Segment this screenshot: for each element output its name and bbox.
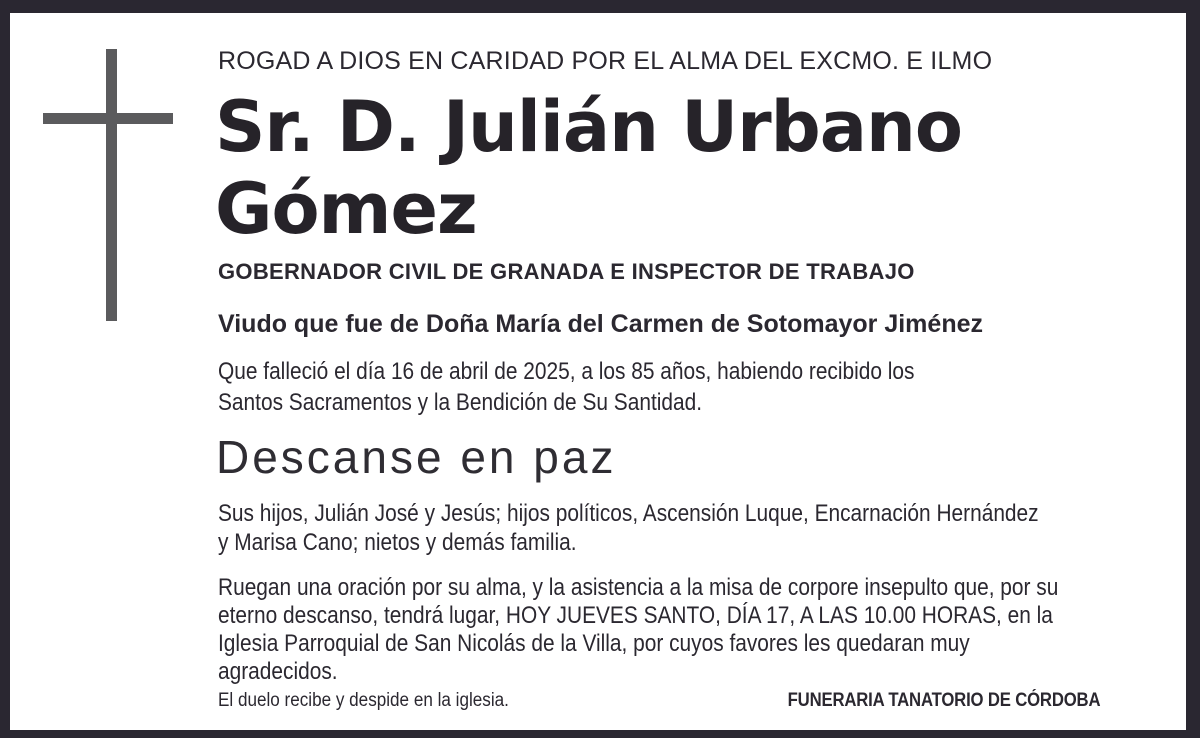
cross-icon [43,49,173,321]
family-paragraph [218,499,1039,557]
death-line-1: Que falleció el día 16 de abril de 2025, a los 85 años, habiendo recibido los [218,358,915,385]
death-paragraph [218,356,914,418]
deceased-title: GOBERNADOR CIVIL DE GRANADA E INSPECTOR DE TRABAJO [218,259,915,284]
cross-horizontal-bar [43,113,173,124]
invocation-line: ROGAD A DIOS EN CARIDAD POR EL ALMA DEL EXCMO. E ILMO [218,47,993,75]
deceased-name-line-2: Gómez [215,168,477,250]
rest-in-peace-line: Descanse en paz [216,431,617,483]
family-line-2: y Marisa Cano; nietos y demás familia. [218,529,577,556]
request-line-3: Iglesia Parroquial de San Nicolás de la Villa, por cuyos favores les quedaran muy [218,630,970,657]
funeral-home-name: FUNERARIA TANATORIO DE CÓRDOBA [787,690,1100,711]
request-line-2: eterno descanso, tendrá lugar, HOY JUEVES SANTO, DÍA 17, A LAS 10.00 HORAS, en la [218,602,1053,629]
death-line-2: Santos Sacramentos y la Bendición de Su Santidad. [218,389,703,416]
cross-vertical-bar [106,49,117,321]
deceased-name-line-1: Sr. D. Julián Urbano [215,86,962,168]
family-line-1: Sus hijos, Julián José y Jesús; hijos políticos, Ascensión Luque, Encarnación Hernández [218,500,1039,527]
duel-note: El duelo recibe y despide en la iglesia. [218,690,509,711]
deceased-name [215,86,962,250]
request-line-1: Ruegan una oración por su alma, y la asistencia a la misa de corpore insepulto que, por su [218,574,1059,601]
spouse-line: Viudo que fue de Doña María del Carmen de Sotomayor Jiménez [218,310,983,338]
request-paragraph [218,574,1058,686]
footer-row [218,690,1100,712]
request-line-4: agradecidos. [218,658,338,685]
